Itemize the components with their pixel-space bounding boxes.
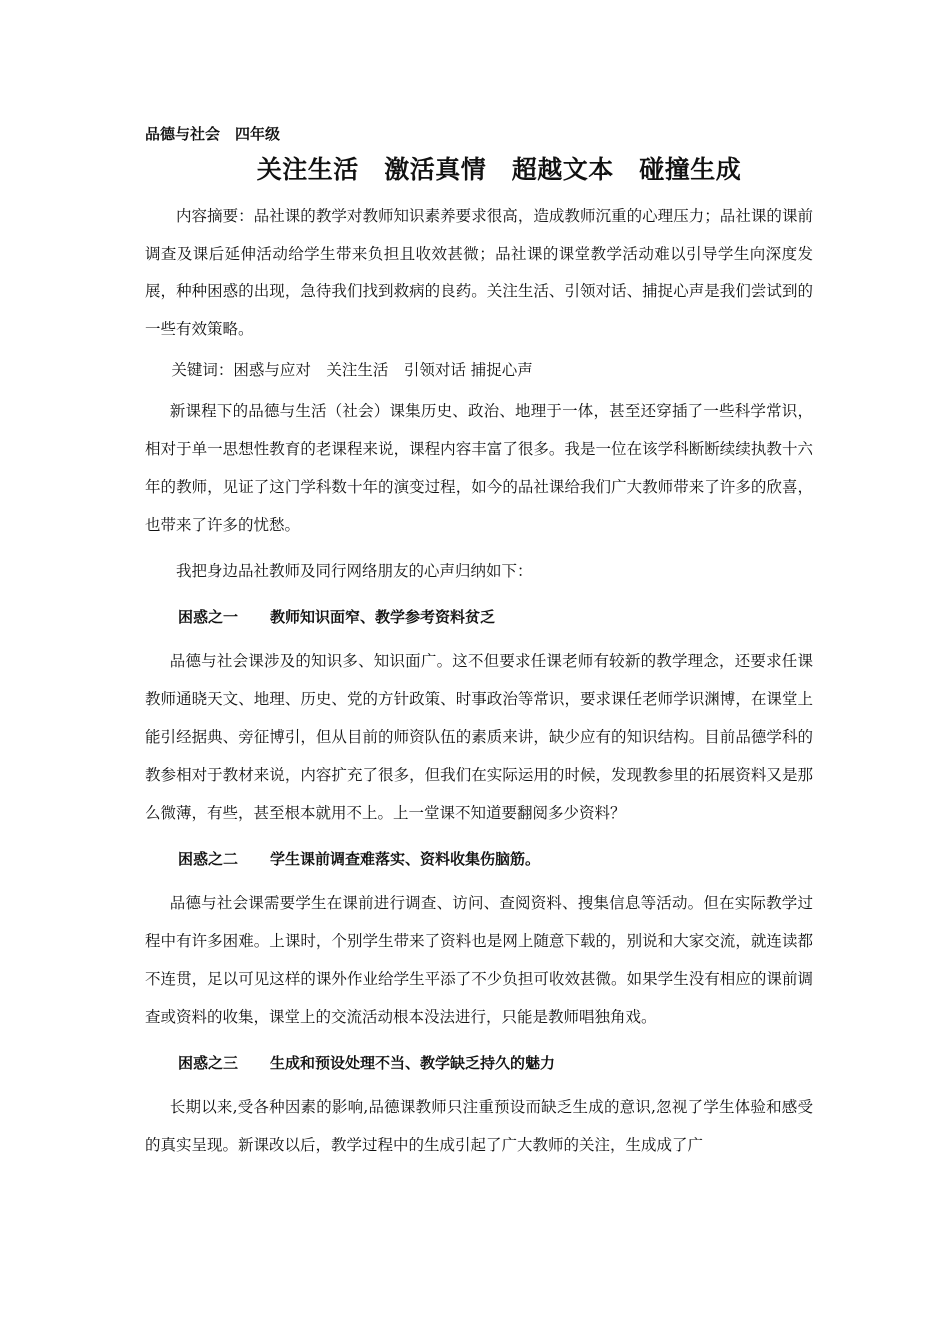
section-title: 学生课前调查难落实、资料收集伤脑筋。 [270,850,541,868]
section-title: 教师知识面窄、教学参考资料贫乏 [270,608,496,626]
section-label: 困惑之一 [178,608,239,626]
section-body-3: 长期以来,受各种因素的影响,品德课教师只注重预设而缺乏生成的意识,忽视了学生体验和感受的真实呈现。新课改以后，教学过程中的生成引起了广大教师的关注，生成成了广 [145,1098,813,1154]
section-label: 困惑之三 [178,1054,239,1072]
lead-sentence: 我把身边品社教师及同行网络朋友的心声归纳如下： [176,562,533,580]
section-heading-1 [145,598,813,636]
intro-paragraph: 新课程下的品德与生活（社会）课集历史、政治、地理于一体，甚至还穿插了一些科学常识，相对于单一思想性教育的老课程来说，课程内容丰富了很多。我是一位在该学科断断续续执教十六年的教师，见证了这门学科数十年的演变过程，如今的品社课给我们广大教师带来了许多的欣喜，也带来了许多的忧愁。 [145,402,813,534]
subject-grade: 品德与社会 四年级 [145,125,281,143]
page-title: 关注生活 激活真情 超越文本 碰撞生成 [256,155,742,184]
section-body-2: 品德与社会课需要学生在课前进行调查、访问、查阅资料、搜集信息等活动。但在实际教学过程中有许多困难。上课时，个别学生带来了资料也是网上随意下载的，别说和大家交流，就连读都不连贯，足以可见这样的课外作业给学生平添了不少负担可收效甚微。如果学生没有相应的课前调查或资料的收集，课堂上的交流活动根本没法进行，只能是教师唱独角戏。 [145,894,813,1026]
keywords: 关键词：困惑与应对 关注生活 引领对话 捕捉心声 [171,361,533,379]
abstract: 内容摘要：品社课的教学对教师知识素养要求很高，造成教师沉重的心理压力；品社课的课前调查及课后延伸活动给学生带来负担且收效甚微；品社课的课堂教学活动难以引导学生向深度发展，种种困惑的出现，急待我们找到救病的良药。关注生活、引领对话、捕捉心声是我们尝试到的一些有效策略。 [145,207,813,338]
document-page [145,120,813,1172]
section-label: 困惑之二 [178,850,239,868]
section-heading-2 [145,840,813,878]
section-title: 生成和预设处理不当、教学缺乏持久的魅力 [270,1054,556,1072]
section-body-1: 品德与社会课涉及的知识多、知识面广。这不但要求任课老师有较新的教学理念，还要求任课教师通晓天文、地理、历史、党的方针政策、时事政治等常识，要求课任老师学识渊博，在课堂上能引经据典、旁征博引，但从目前的师资队伍的素质来讲，缺少应有的知识结构。目前品德学科的教参相对于教材来说，内容扩充了很多，但我们在实际运用的时候，发现教参里的拓展资料又是那么微薄，有些，甚至根本就用不上。上一堂课不知道要翻阅多少资料？ [145,652,813,822]
section-heading-3 [145,1044,813,1082]
